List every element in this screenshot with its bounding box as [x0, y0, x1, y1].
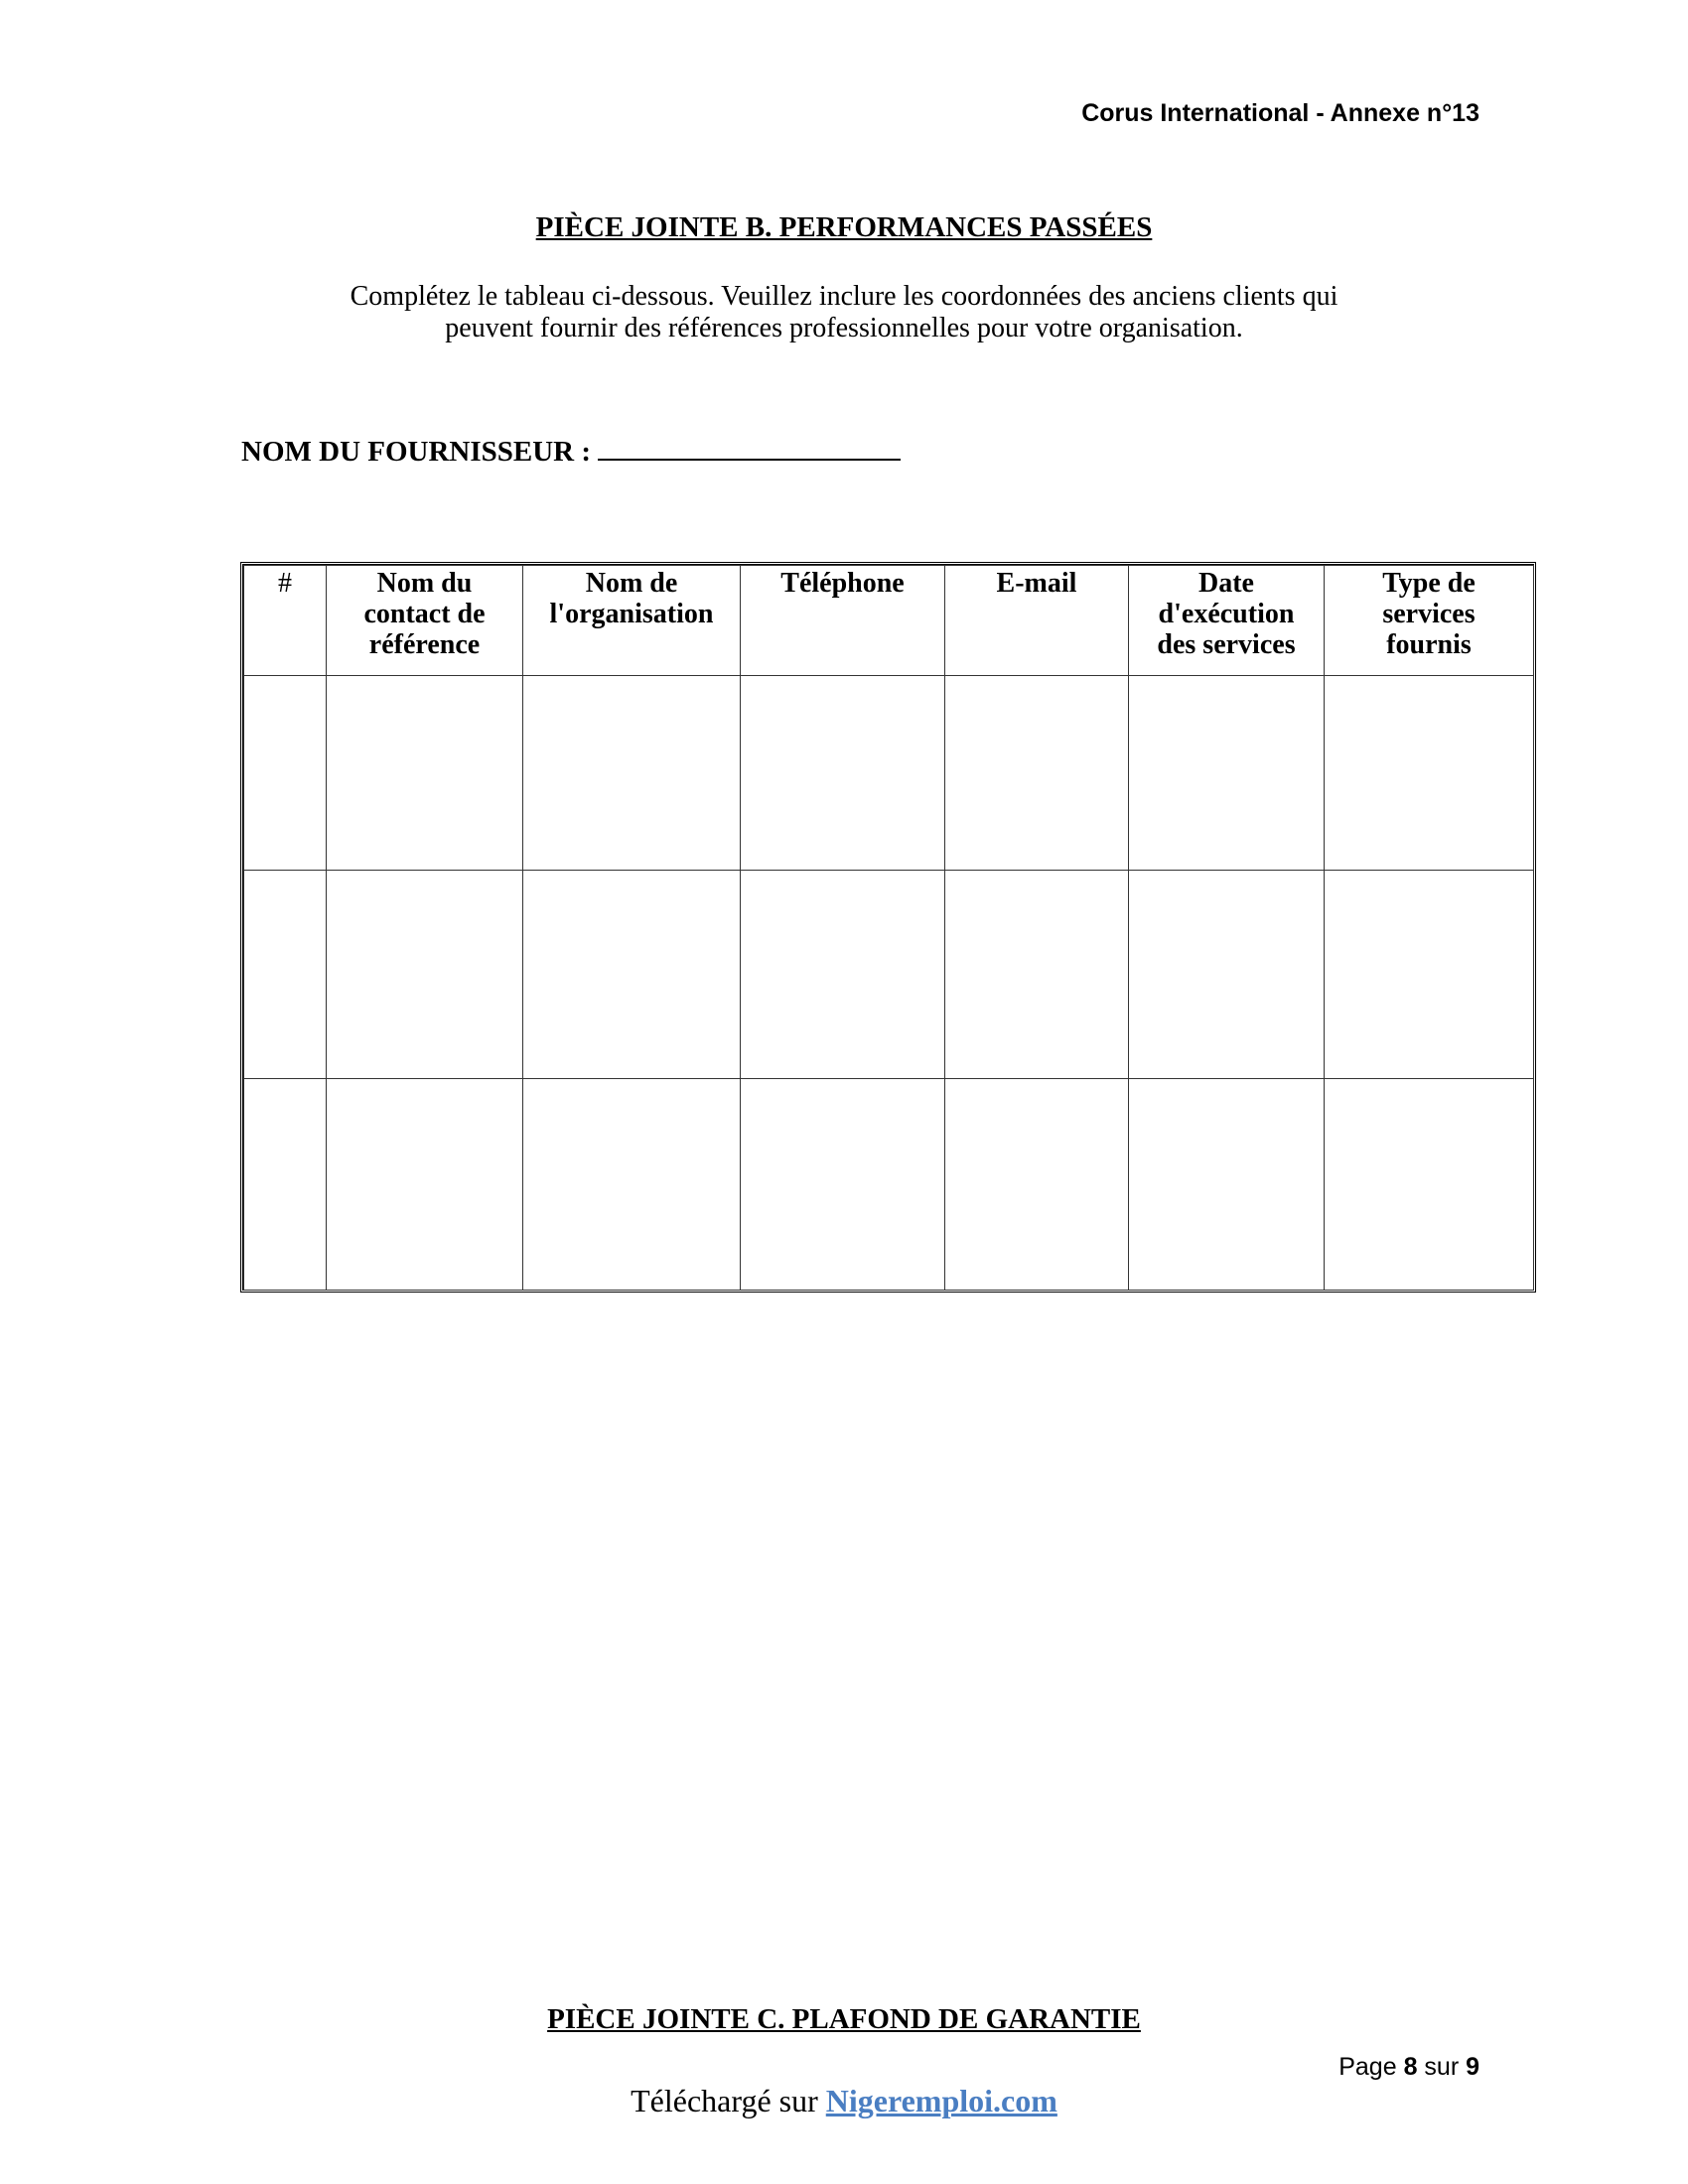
table-cell[interactable]: [327, 676, 523, 871]
table-cell[interactable]: [1325, 871, 1534, 1079]
table-cell[interactable]: [1129, 871, 1325, 1079]
document-header: Corus International - Annexe n°13: [1081, 99, 1479, 127]
table-row: [244, 871, 1534, 1079]
col-header-organisation: Nom de l'organisation: [523, 566, 741, 676]
table-cell[interactable]: [244, 871, 327, 1079]
section-title: PIÈCE JOINTE B. PERFORMANCES PASSÉES: [535, 211, 1153, 243]
next-section-title: PIÈCE JOINTE C. PLAFOND DE GARANTIE: [547, 2003, 1141, 2035]
table-cell[interactable]: [1325, 676, 1534, 871]
table-cell[interactable]: [523, 871, 741, 1079]
col-header-service-type: Type de services fournis: [1325, 566, 1534, 676]
past-performance-table: [240, 562, 1536, 1293]
table-cell[interactable]: [1129, 676, 1325, 871]
col-header-reference-contact: Nom du contact de référence: [327, 566, 523, 676]
download-footer: [0, 2083, 1688, 2119]
intro-line-1: Complétez le tableau ci-dessous. Veuillez inclure les coordonnées des anciens clients qui: [350, 281, 1338, 312]
col-header-email: E-mail: [945, 566, 1129, 676]
total-pages: 9: [1466, 2053, 1479, 2081]
table-cell[interactable]: [945, 871, 1129, 1079]
table-row: [244, 1079, 1534, 1291]
supplier-name-blank[interactable]: [598, 435, 901, 461]
table-cell[interactable]: [1129, 1079, 1325, 1291]
table-cell[interactable]: [523, 676, 741, 871]
download-prefix: Téléchargé sur: [631, 2083, 826, 2118]
table-cell[interactable]: [523, 1079, 741, 1291]
table-cell[interactable]: [945, 676, 1129, 871]
table-cell[interactable]: [244, 676, 327, 871]
table-cell[interactable]: [327, 871, 523, 1079]
table-cell[interactable]: [244, 1079, 327, 1291]
table-cell[interactable]: [327, 1079, 523, 1291]
table-cell[interactable]: [1325, 1079, 1534, 1291]
intro-text: [238, 281, 1450, 344]
supplier-name-field: [241, 435, 901, 469]
intro-line-2: peuvent fournir des références professionnelles pour votre organisation.: [445, 313, 1243, 343]
table-cell[interactable]: [741, 871, 945, 1079]
table-row: [244, 676, 1534, 871]
col-header-phone: Téléphone: [741, 566, 945, 676]
table-cell[interactable]: [945, 1079, 1129, 1291]
col-header-service-date: Date d'exécution des services: [1129, 566, 1325, 676]
table-cell[interactable]: [741, 676, 945, 871]
download-source-link[interactable]: Nigeremploi.com: [825, 2083, 1057, 2118]
page-number: Page 8 sur 9: [1338, 2053, 1479, 2081]
table-cell[interactable]: [741, 1079, 945, 1291]
current-page: 8: [1403, 2053, 1418, 2081]
supplier-label: NOM DU FOURNISSEUR :: [241, 436, 592, 468]
col-header-number: #: [244, 566, 327, 676]
table-header-row: [244, 566, 1534, 676]
